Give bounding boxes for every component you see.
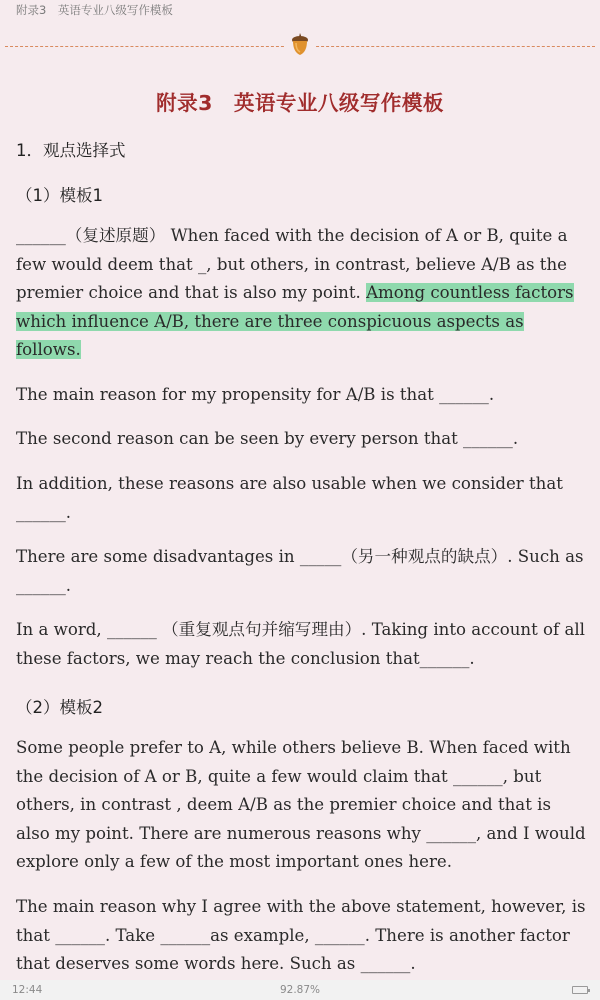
divider-ornament bbox=[284, 31, 316, 57]
page-title: 附录3 英语专业八级写作模板 bbox=[156, 91, 444, 115]
acorn-icon bbox=[290, 31, 310, 57]
template2-paragraph-2: The main reason why I agree with the above statement, however, is that ______. Take ______as example, ______. There is another factor that deserves some words here. Such as ______. bbox=[16, 897, 586, 974]
template1-paragraph-3: The second reason can be seen by every person that ______. bbox=[16, 429, 519, 448]
template1-paragraph-1[interactable] bbox=[16, 222, 586, 365]
template1-paragraph-4: In addition, these reasons are also usable when we consider that ______. bbox=[16, 474, 563, 522]
template2-paragraph-1: Some people prefer to A, while others believe B. When faced with the decision of A or B, quite a few would claim that ______, but others, in contrast , deem A/B as the premier choice and that is also my point. There are numerous reasons why ______, and I would explore only a few of the most important ones here. bbox=[16, 738, 586, 872]
template1-paragraph-6: In a word, ______ （重复观点句并缩写理由）. Taking into account of all these factors, we may reach the conclusion that______. bbox=[16, 620, 585, 668]
reader-top-bar bbox=[0, 0, 600, 20]
template1-paragraph-2: The main reason for my propensity for A/B is that ______. bbox=[16, 385, 495, 404]
reader-status-bar bbox=[0, 980, 600, 1000]
subsection-heading-template-2: （2）模板2 bbox=[16, 698, 103, 717]
highlighted-text[interactable]: Among countless factors which influence A/B, there are three conspicuous aspects as follows. bbox=[16, 283, 574, 360]
breadcrumb: 附录3 英语专业八级写作模板 bbox=[16, 3, 173, 17]
subsection-heading-template-1: （1）模板1 bbox=[16, 186, 103, 205]
battery-icon bbox=[572, 986, 588, 994]
template1-paragraph-1-text: ______（复述原题） When faced with the decision of A or B, quite a few would deem that _, but others, in contrast, believe A/B as the premier choice and that is also my point. bbox=[16, 226, 568, 303]
section-heading: 1．观点选择式 bbox=[16, 141, 126, 160]
clock: 12:44 bbox=[12, 984, 43, 996]
reading-progress: 92.87% bbox=[279, 984, 321, 996]
template1-paragraph-5: There are some disadvantages in _____（另一种观点的缺点）. Such as ______. bbox=[16, 547, 584, 595]
